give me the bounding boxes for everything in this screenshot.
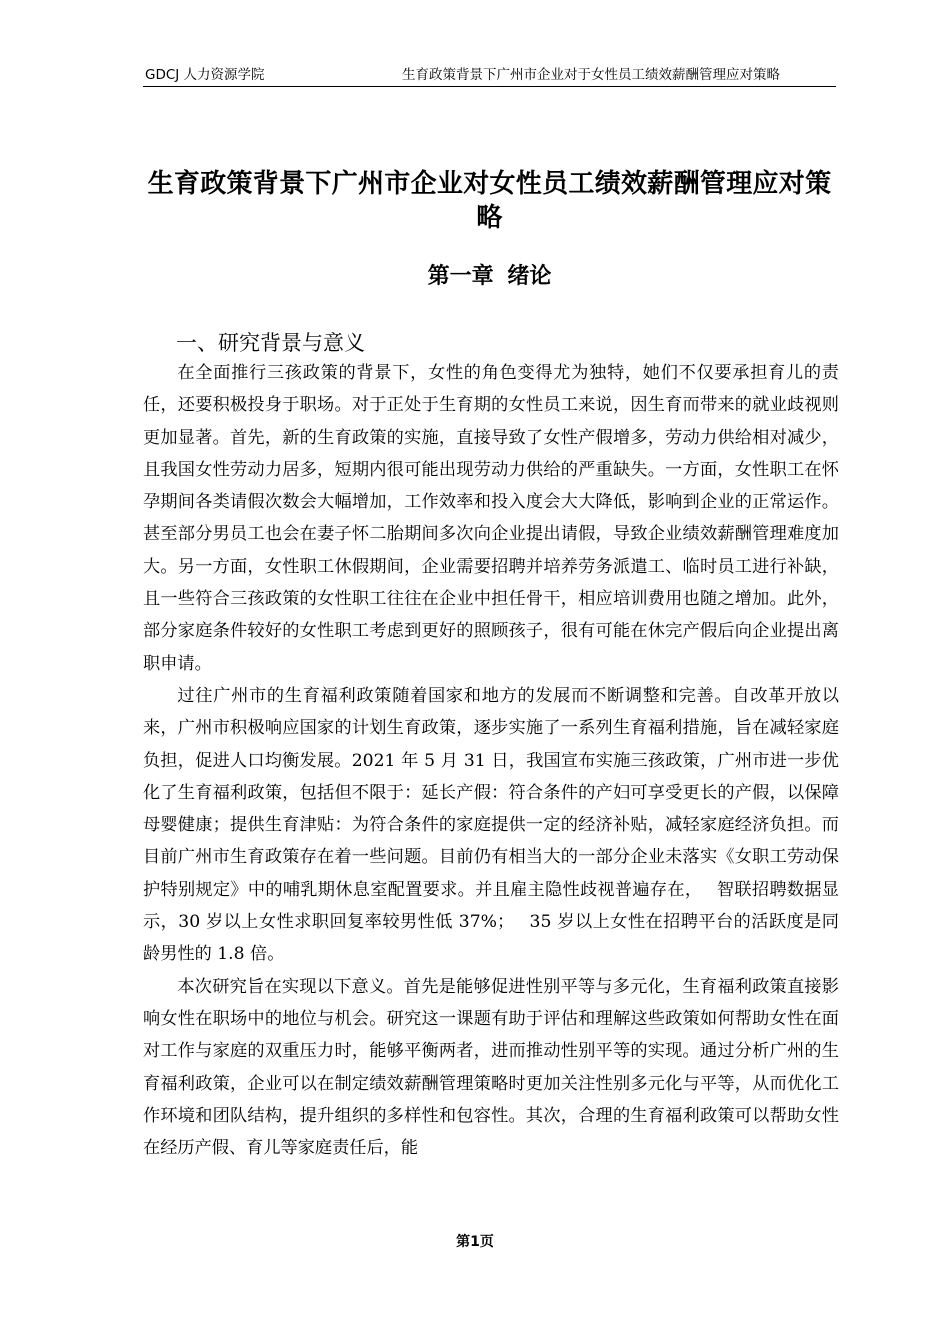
- body-text: [143, 357, 839, 1164]
- paragraph-3: 本次研究旨在实现以下意义。首先是能够促进性别平等与多元化，生育福利政策直接影响女性在职场中的地位与机会。研究这一课题有助于评估和理解这些政策如何帮助女性在面对工作与家庭的双重压力时，能够平衡两者，进而推动性别平等的实现。通过分析广州的生育福利政策，企业可以在制定绩效薪酬管理策略时更加关注性别多元化与平等，从而优化工作环境和团队结构，提升组织的多样性和包容性。其次，合理的生育福利政策可以帮助女性在经历产假、育儿等家庭责任后，能: [143, 976, 839, 1159]
- header-institution: GDCJ 人力资源学院: [145, 67, 265, 83]
- document-title: 生育政策背景下广州市企业对女性员工绩效薪酬管理应对策略: [147, 169, 832, 233]
- paragraph-2: 过往广州市的生育福利政策随着国家和地方的发展而不断调整和完善。自改革开放以来，广州市积极响应国家的计划生育政策，逐步实施了一系列生育福利措施，旨在减轻家庭负担，促进人口均衡发展。2021 年 5 月 31 日，我国宣布实施三孩政策，广州市进一步优化了生育福利政策，包括但不限于：延长产假：符合条件的产妇可享受更长的产假，以保障母婴健康；提供生育津贴：为符合条件的家庭提供一定的经济补贴，减轻家庭经济负担。而目前广州市生育政策存在着一些问题。目前仍有相当大的一部分企业未落实《女职工劳动保护特别规定》中的哺乳期休息室配置要求。并且雇主隐性歧视普遍存在， 智联招聘数据显示，30 岁以上女性求职回复率较男性低 37%； 35 岁以上女性在招聘平台的活跃度是同龄男性的 1.8 倍。: [143, 685, 839, 965]
- header-running-title: 生育政策背景下广州市企业对于女性员工绩效薪酬管理应对策略: [402, 67, 780, 83]
- page-header: [143, 64, 836, 87]
- section-title: 一、研究背景与意义: [176, 331, 365, 355]
- page-number: 第1页: [456, 1234, 494, 1250]
- paragraph-1: 在全面推行三孩政策的背景下，女性的角色变得尤为独特，她们不仅要承担育儿的责任，还要积极投身于职场。对于正处于生育期的女性员工来说，因生育而带来的就业歧视则更加显著。首先，新的生育政策的实施，直接导致了女性产假增多，劳动力供给相对减少，且我国女性劳动力居多，短期内很可能出现劳动力供给的严重缺失。一方面，女性职工在怀孕期间各类请假次数会大幅增加，工作效率和投入度会大大降低，影响到企业的正常运作。甚至部分男员工也会在妻子怀二胎期间多次向企业提出请假，导致企业绩效薪酬管理难度加大。另一方面，女性职工休假期间，企业需要招聘并培养劳务派遣工、临时员工进行补缺，且一些符合三孩政策的女性职工往往在企业中担任骨干，相应培训费用也随之增加。此外，部分家庭条件较好的女性职工考虑到更好的照顾孩子，很有可能在休完产假后向企业提出离职申请。: [143, 363, 839, 674]
- chapter-title: 第一章 绪论: [427, 264, 552, 289]
